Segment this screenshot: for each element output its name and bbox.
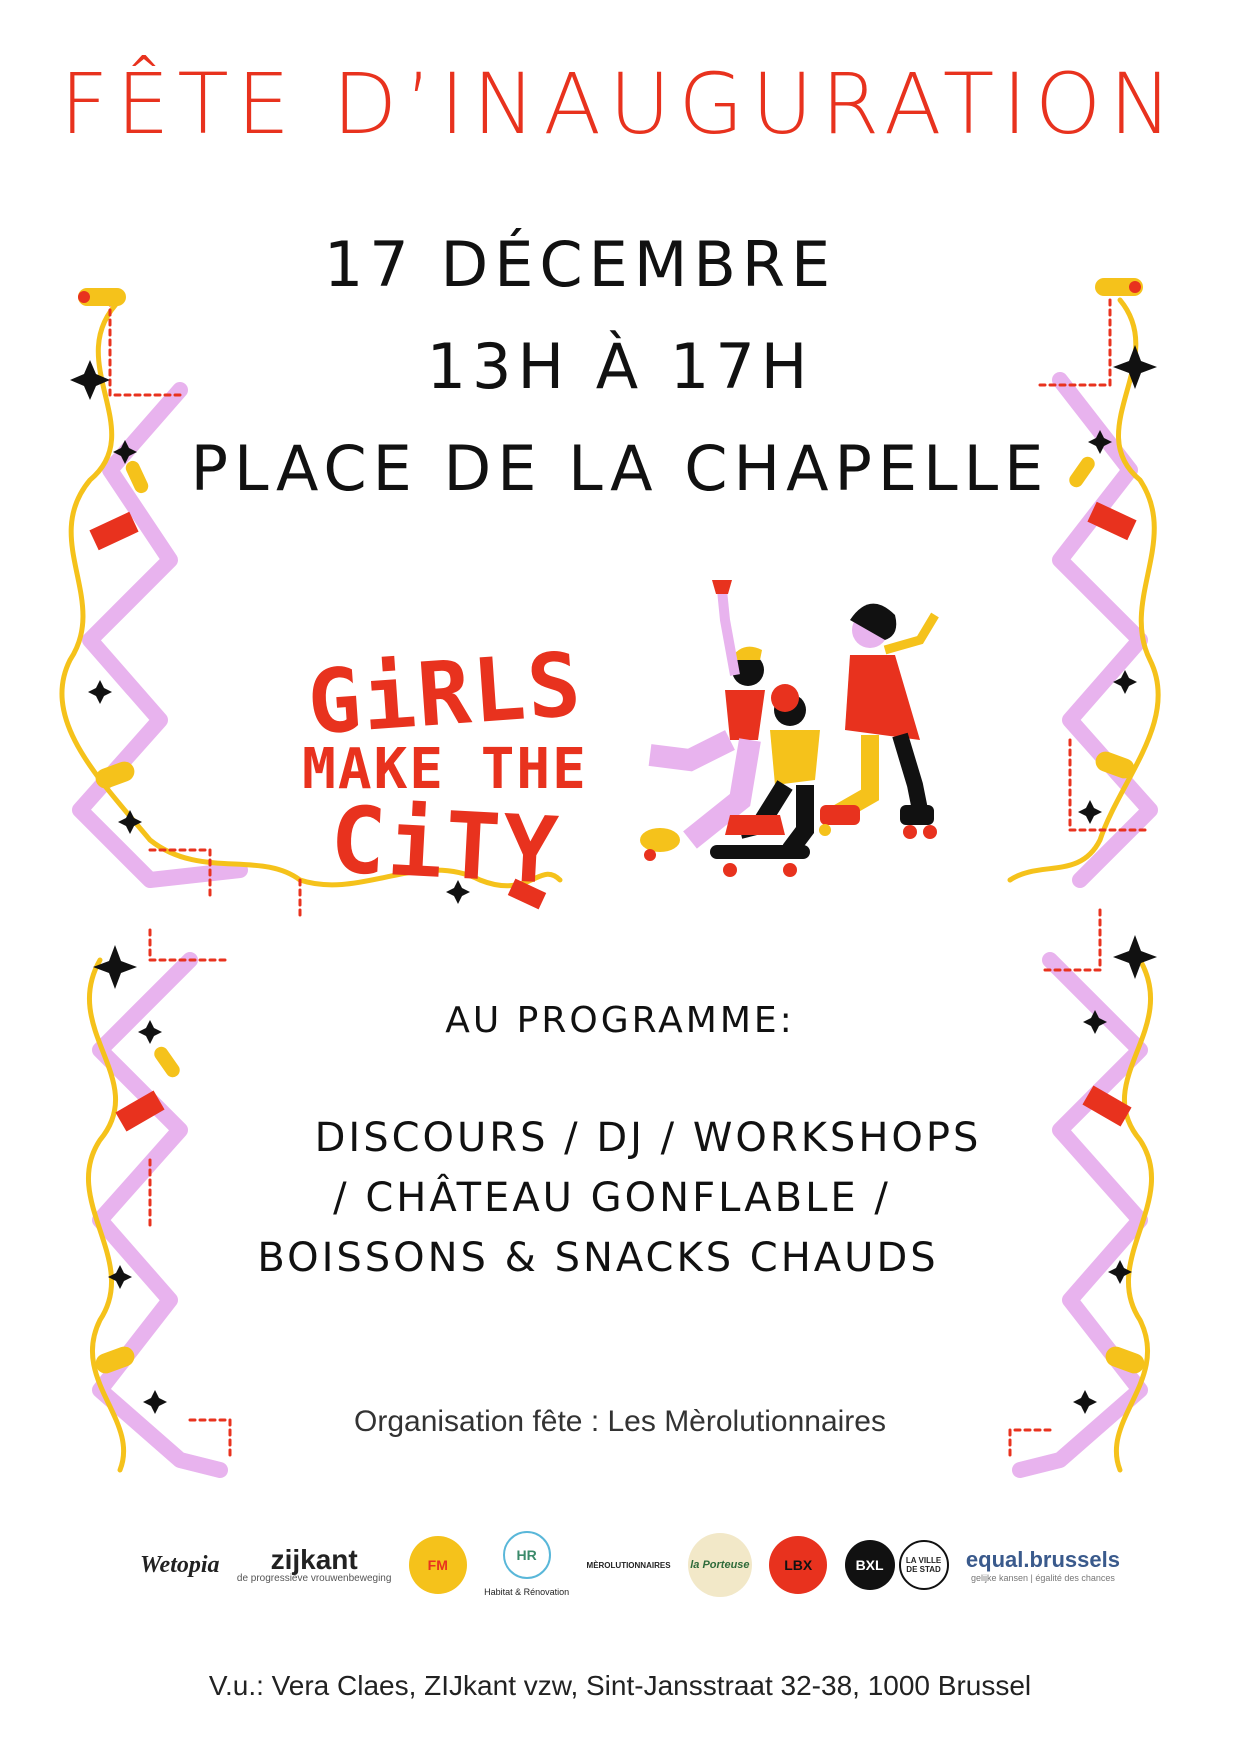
red-block <box>1087 502 1136 541</box>
wheel <box>783 863 797 877</box>
wheel <box>644 849 656 861</box>
red-block <box>89 512 138 551</box>
skate <box>640 828 680 852</box>
equal-brussels-logo <box>966 1547 1120 1583</box>
epicerie-logo: la Porteuse <box>688 1533 752 1597</box>
skaters-illustration <box>630 580 960 920</box>
capsule <box>152 1044 183 1080</box>
sparkle-icon <box>93 945 137 989</box>
zijkant-logo <box>237 1546 392 1584</box>
wetopia-logo: Wetopia <box>140 1551 220 1578</box>
hr-subtitle: Habitat & Rénovation <box>484 1586 570 1597</box>
event-date: 17 DÉCEMBRE <box>323 228 837 301</box>
logo-line-2: MAKE THE <box>302 737 588 802</box>
event-place: PLACE DE LA CHAPELLE <box>190 432 1050 505</box>
logo-line-3: CiTY <box>327 786 563 905</box>
shoe <box>725 815 785 835</box>
lbx-logo: LBX <box>769 1536 827 1594</box>
merolutionnaires-logo: MÈROLUTIONNAIRES <box>586 1560 671 1570</box>
girls-make-the-city-logo <box>240 632 650 905</box>
torso <box>770 730 820 785</box>
wheel <box>819 824 831 836</box>
partner-logos <box>140 1520 1120 1610</box>
equal-name: equal.brussels <box>965 1547 1120 1572</box>
program-line-3: BOISSONS & SNACKS CHAUDS <box>257 1235 939 1281</box>
event-time: 13H À 17H <box>426 330 814 403</box>
hair <box>771 684 799 712</box>
organisation-credit: Organisation fête : Les Mèrolutionnaires <box>354 1405 886 1438</box>
hr-mark: HR <box>503 1531 551 1579</box>
equal-subtitle: gelijke kansen | égalité des chances <box>970 1573 1115 1583</box>
wheel <box>923 825 937 839</box>
torso <box>725 690 765 740</box>
program-line-2: / CHÂTEAU GONFLABLE / <box>333 1175 891 1221</box>
dress <box>845 655 920 740</box>
program-title: AU PROGRAMME: <box>445 1000 795 1041</box>
sparkle-icon <box>88 680 112 704</box>
wheel <box>723 863 737 877</box>
logo-line-1: GiRLS <box>304 632 586 755</box>
sparkle-icon <box>1078 800 1102 824</box>
sparkle-icon <box>118 810 142 834</box>
ville-mark: LA VILLE DE STAD <box>899 1540 949 1590</box>
arm <box>722 590 735 675</box>
page-title: FÊTE D’INAUGURATION <box>60 55 1180 153</box>
hr-logo <box>484 1531 569 1600</box>
bxl-logo <box>845 1540 949 1590</box>
drink <box>712 580 732 594</box>
leg <box>835 735 870 815</box>
zijkant-subtitle: de progressieve vrouwenbeweging <box>236 1573 392 1584</box>
leg <box>900 735 920 810</box>
program-line-1: DISCOURS / DJ / WORKSHOPS <box>314 1115 982 1161</box>
skate <box>820 805 860 825</box>
zijkant-name: zijkant <box>270 1544 358 1575</box>
skate <box>900 805 934 825</box>
leg <box>790 785 805 850</box>
fm-logo: FM <box>409 1536 467 1594</box>
bxl-mark: BXL <box>845 1540 895 1590</box>
wheel <box>903 825 917 839</box>
sparkle-icon <box>1113 935 1157 979</box>
skateboard <box>710 845 810 859</box>
responsible-publisher: V.u.: Vera Claes, ZIJkant vzw, Sint-Jansstraat 32-38, 1000 Brussel <box>208 1670 1032 1701</box>
leg <box>650 740 730 760</box>
